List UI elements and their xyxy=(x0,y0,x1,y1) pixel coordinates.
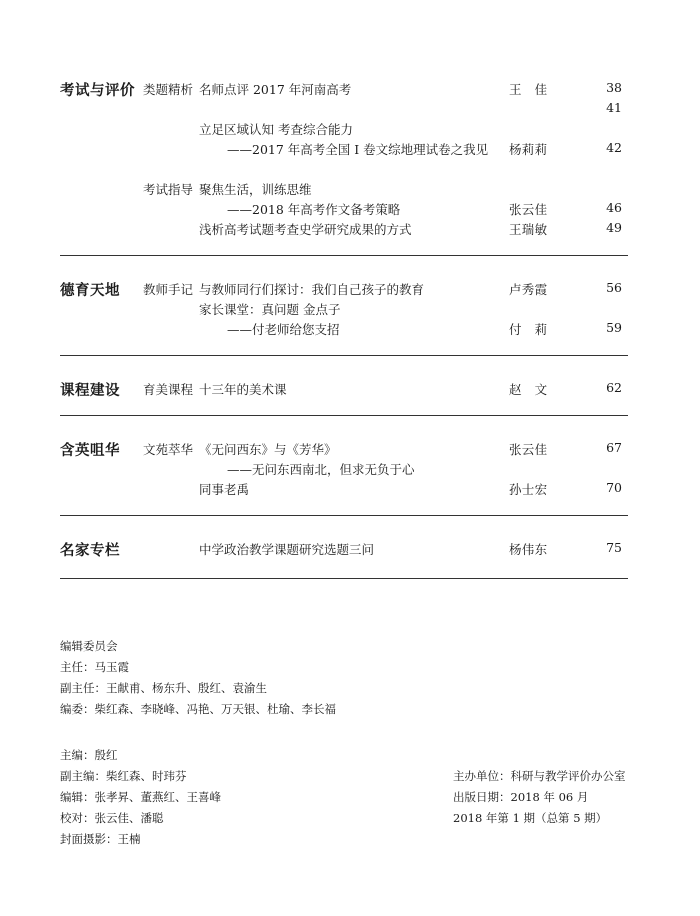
section-title-literature: 含英咀华 xyxy=(60,442,120,459)
article-title[interactable]: 与教师同行们探讨：我们自己孩子的教育 xyxy=(199,282,425,297)
article-page: 67 xyxy=(606,440,622,455)
article-page: 46 xyxy=(606,200,622,215)
article-page: 75 xyxy=(606,540,622,555)
article-title[interactable]: 十三年的美术课 xyxy=(199,382,287,397)
subsection-label: 类题精析 xyxy=(143,82,194,97)
article-author: 张云佳 xyxy=(509,202,548,217)
subsection-label: 文苑萃华 xyxy=(143,442,194,457)
article-title[interactable]: 聚焦生活，训练思维 xyxy=(199,182,312,197)
article-title[interactable]: 《无问西东》与《芳华》 xyxy=(199,442,337,457)
section-divider xyxy=(60,255,628,256)
article-page: 42 xyxy=(606,140,622,155)
article-author: 王 佳 xyxy=(509,82,548,97)
article-author: 王瑞敏 xyxy=(509,222,548,237)
article-title[interactable]: 同事老禹 xyxy=(199,482,250,497)
committee-director: 主任：马玉霞 xyxy=(60,660,129,674)
article-page: 41 xyxy=(606,100,622,115)
article-page: 49 xyxy=(606,220,622,235)
committee-members: 编委：柴红森、李晓峰、冯艳、万天银、杜瑜、李长福 xyxy=(60,702,336,716)
article-author: 孙士宏 xyxy=(509,482,548,497)
article-page: 62 xyxy=(606,380,622,395)
article-page: 70 xyxy=(606,480,622,495)
cover-photographer: 封面摄影：王楠 xyxy=(60,832,141,846)
deputy-editors: 副主编：柴红森、时玮芬 xyxy=(60,769,187,783)
section-title-experts: 名家专栏 xyxy=(60,542,120,559)
section-title-moral: 德育天地 xyxy=(60,282,120,299)
article-subtitle: ——付老师给您支招 xyxy=(227,322,340,337)
committee-deputy-directors: 副主任：王献甫、杨东升、殷红、袁渝生 xyxy=(60,681,267,695)
article-title[interactable]: 中学政治教学课题研究选题三问 xyxy=(199,542,375,557)
section-divider xyxy=(60,515,628,516)
editorial-committee-heading: 编辑委员会 xyxy=(60,639,118,653)
subsection-label: 考试指导 xyxy=(143,182,194,197)
article-subtitle: ——2018 年高考作文备考策略 xyxy=(227,202,401,217)
article-page: 56 xyxy=(606,280,622,295)
article-title[interactable]: 浅析高考试题考查史学研究成果的方式 xyxy=(199,222,412,237)
article-page: 59 xyxy=(606,320,622,335)
subsection-label: 教师手记 xyxy=(143,282,194,297)
article-title[interactable]: 家长课堂：真问题 金点子 xyxy=(199,302,341,317)
article-subtitle: ——2017 年高考全国 I 卷文综地理试卷之我见 xyxy=(227,142,489,157)
section-divider xyxy=(60,578,628,579)
article-author: 赵 文 xyxy=(509,382,548,397)
section-divider xyxy=(60,415,628,416)
article-page: 38 xyxy=(606,80,622,95)
editors: 编辑：张孝昇、董燕红、王喜峰 xyxy=(60,790,221,804)
article-author: 杨伟东 xyxy=(509,542,548,557)
section-title-exam: 考试与评价 xyxy=(60,82,135,99)
proofreaders: 校对：张云佳、潘聪 xyxy=(60,811,164,825)
chief-editor: 主编：殷红 xyxy=(60,748,118,762)
article-author: 杨莉莉 xyxy=(509,142,548,157)
section-divider xyxy=(60,355,628,356)
article-title[interactable]: 立足区域认知 考查综合能力 xyxy=(199,122,353,137)
section-title-curriculum: 课程建设 xyxy=(60,382,120,399)
issue-number: 2018 年第 1 期（总第 5 期） xyxy=(453,811,608,825)
publication-date: 出版日期：2018 年 06 月 xyxy=(453,790,589,804)
article-title[interactable]: 名师点评 2017 年河南高考 xyxy=(199,82,352,97)
sponsor-unit: 主办单位：科研与教学评价办公室 xyxy=(453,769,626,783)
article-author: 张云佳 xyxy=(509,442,548,457)
article-author: 付 莉 xyxy=(509,322,548,337)
article-subtitle: ——无问东西南北，但求无负于心 xyxy=(227,462,415,477)
subsection-label: 育美课程 xyxy=(143,382,194,397)
article-author: 卢秀霞 xyxy=(509,282,548,297)
